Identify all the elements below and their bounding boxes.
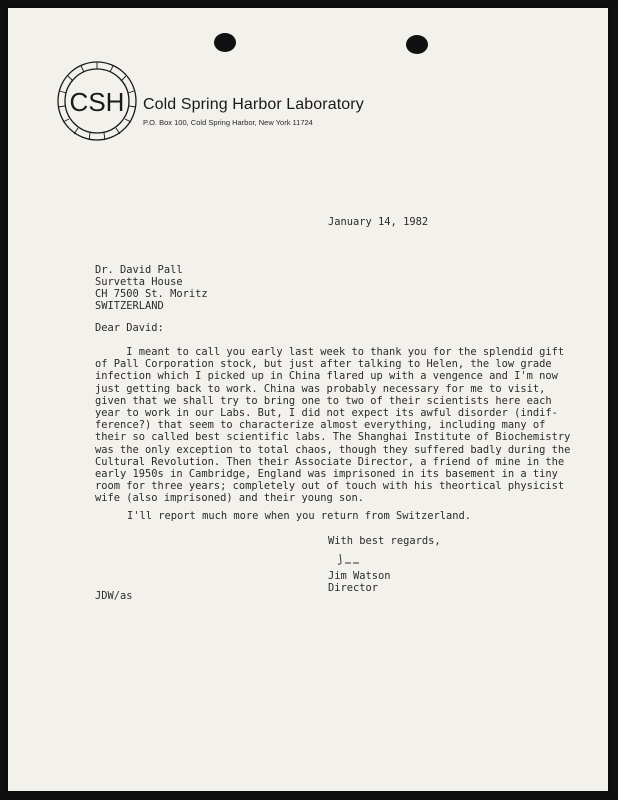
body-line: their so called best scientific labs. The Shanghai Institute of Biochemistry [95, 431, 571, 444]
recipient-line: SWITZERLAND [95, 300, 164, 312]
body-line: wife (also imprisoned) and their young son. [95, 492, 364, 505]
csh-logo [55, 58, 139, 144]
closing-phrase: With best regards, [328, 535, 441, 547]
punch-hole-right [406, 35, 428, 54]
body-line: ference?) that seem to characterize almost everything, including many of [95, 419, 546, 432]
punch-hole-left [214, 33, 236, 52]
body-line: year to work in our Labs. But, I did not expect its awful disorder (indif- [95, 406, 558, 419]
salutation: Dear David: [95, 322, 164, 334]
handwritten-signature [336, 553, 362, 567]
recipient-line: CH 7500 St. Moritz [95, 288, 208, 300]
body-line: early 1950s in Cambridge, England was imprisoned in its basement in a tiny [95, 467, 558, 480]
body-line: Cultural Revolution. Then their Associate Director, a friend of mine in the [95, 455, 565, 468]
signer-block [328, 570, 391, 594]
letter-page [8, 8, 608, 791]
body-line: was the only exception to total chaos, though they suffered badly during the [95, 443, 571, 456]
closing-paragraph: I'll report much more when you return from Switzerland. [127, 510, 472, 522]
body-line: I meant to call you early last week to thank you for the splendid gift [95, 346, 565, 358]
body-line: of Pall Corporation stock, but just after talking to Helen, the low grade [95, 358, 552, 371]
organization-address: P.O. Box 100, Cold Spring Harbor, New York 11724 [143, 118, 313, 127]
signer-name: Jim Watson [328, 570, 391, 582]
body-line: infection which I picked up in China flared up with a vengence and I'm now [95, 370, 558, 383]
letter-body [95, 346, 570, 504]
body-line: room for three years; completely out of touch with his theortical physicist [95, 480, 565, 493]
body-line: just getting back to work. China was probably necessary for me to visit, [95, 382, 546, 395]
letter-date: January 14, 1982 [328, 216, 429, 228]
body-line: given that we shall try to bring one to two of their scientists here each [95, 394, 552, 407]
recipient-address [95, 264, 208, 312]
typist-initials: JDW/as [95, 590, 133, 602]
recipient-line: Survetta House [95, 276, 183, 288]
signer-title: Director [328, 582, 379, 594]
recipient-line: Dr. David Pall [95, 264, 183, 276]
organization-name: Cold Spring Harbor Laboratory [143, 96, 364, 113]
logo-lettering: CSH [69, 87, 125, 117]
